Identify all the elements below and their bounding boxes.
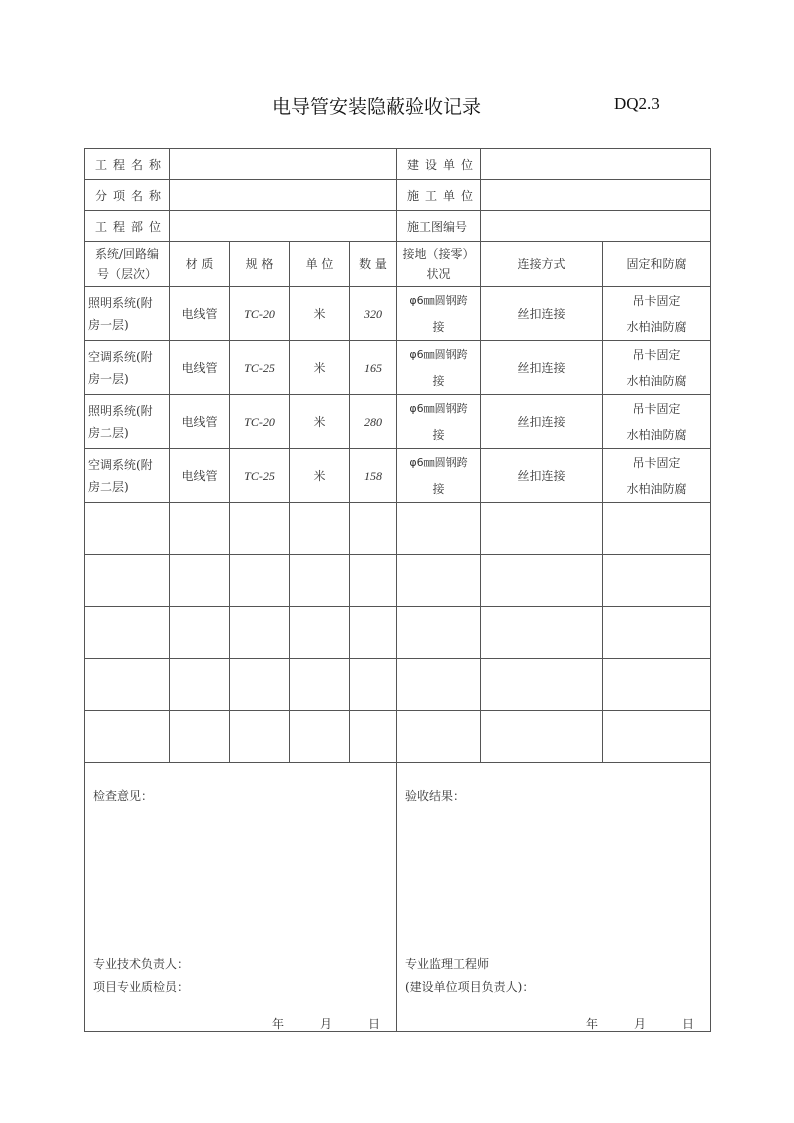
empty-table-row [85,607,711,659]
subitem-label: 分项名称 [85,180,170,211]
spec-cell: TC-20 [230,395,290,449]
form-code: DQ2.3 [614,94,660,113]
system-cell: 空调系统(附 房一层) [85,341,170,395]
supervisor-signature-label: 专业监理工程师 [405,957,490,971]
project-name-label: 工程名称 [85,149,170,180]
quantity-cell: 165 [350,341,397,395]
empty-cell[interactable] [397,711,481,763]
page-title: 电导管安装隐蔽验收记录 [272,96,482,118]
subitem-field[interactable] [170,180,397,211]
col-material: 材 质 [170,242,230,287]
info-row-subitem [85,180,711,211]
unit-cell: 米 [290,449,350,503]
spec-cell: TC-20 [230,287,290,341]
inspection-record-table [84,148,711,1032]
project-name-field[interactable] [170,149,397,180]
empty-cell[interactable] [170,607,230,659]
signoff-date-right: 年 月 日 [585,1017,694,1031]
empty-cell[interactable] [350,659,397,711]
empty-cell[interactable] [290,711,350,763]
column-header-row [85,242,711,287]
spec-cell: TC-25 [230,341,290,395]
system-cell: 照明系统(附 房二层) [85,395,170,449]
table-row [85,395,711,449]
empty-cell[interactable] [350,555,397,607]
inspection-opinion-label: 检查意见： [93,789,154,803]
document-header [0,92,794,122]
signoff-date-left: 年 月 日 [271,1017,380,1031]
empty-cell[interactable] [85,711,170,763]
empty-cell[interactable] [230,555,290,607]
signoff-row [85,763,711,1032]
connection-cell: 丝扣连接 [481,287,603,341]
drawing-no-label: 施工图编号 [397,211,481,242]
empty-cell[interactable] [230,607,290,659]
empty-cell[interactable] [397,555,481,607]
contractor-field[interactable] [481,180,711,211]
empty-cell[interactable] [350,607,397,659]
connection-cell: 丝扣连接 [481,449,603,503]
unit-cell: 米 [290,395,350,449]
col-unit: 单 位 [290,242,350,287]
empty-cell[interactable] [397,607,481,659]
builder-label: 建设单位 [397,149,481,180]
empty-cell[interactable] [481,503,603,555]
empty-table-row [85,555,711,607]
empty-table-row [85,711,711,763]
col-quantity: 数 量 [350,242,397,287]
empty-cell[interactable] [481,555,603,607]
empty-cell[interactable] [481,711,603,763]
acceptance-result-label: 验收结果： [405,789,466,803]
material-cell: 电线管 [170,449,230,503]
empty-cell[interactable] [230,503,290,555]
empty-cell[interactable] [290,555,350,607]
empty-cell[interactable] [170,711,230,763]
fixing-cell: 吊卡固定 水柏油防腐 [603,287,711,341]
system-cell: 照明系统(附 房一层) [85,287,170,341]
owner-rep-signature-label: (建设单位项目负责人)： [405,980,535,994]
grounding-cell: φ6㎜圆钢跨 接 [397,287,481,341]
empty-cell[interactable] [170,659,230,711]
fixing-cell: 吊卡固定 水柏油防腐 [603,449,711,503]
col-grounding: 接地（接零） 状况 [397,242,481,287]
fixing-cell: 吊卡固定 水柏油防腐 [603,341,711,395]
empty-cell[interactable] [603,555,711,607]
info-row-location [85,211,711,242]
location-field[interactable] [170,211,397,242]
tech-lead-signature-label: 专业技术负责人： [93,957,190,971]
empty-cell[interactable] [481,607,603,659]
grounding-cell: φ6㎜圆钢跨 接 [397,395,481,449]
unit-cell: 米 [290,341,350,395]
empty-table-row [85,659,711,711]
empty-cell[interactable] [230,659,290,711]
empty-cell[interactable] [85,607,170,659]
empty-cell[interactable] [603,659,711,711]
empty-cell[interactable] [230,711,290,763]
material-cell: 电线管 [170,341,230,395]
quantity-cell: 158 [350,449,397,503]
empty-cell[interactable] [603,607,711,659]
table-row [85,341,711,395]
empty-cell[interactable] [170,555,230,607]
empty-cell[interactable] [397,503,481,555]
empty-cell[interactable] [350,503,397,555]
system-cell: 空调系统(附 房二层) [85,449,170,503]
connection-cell: 丝扣连接 [481,395,603,449]
grounding-cell: φ6㎜圆钢跨 接 [397,449,481,503]
empty-cell[interactable] [85,659,170,711]
empty-cell[interactable] [397,659,481,711]
empty-cell[interactable] [603,503,711,555]
empty-cell[interactable] [603,711,711,763]
builder-field[interactable] [481,149,711,180]
connection-cell: 丝扣连接 [481,341,603,395]
quantity-cell: 280 [350,395,397,449]
empty-cell[interactable] [350,711,397,763]
drawing-no-field[interactable] [481,211,711,242]
material-cell: 电线管 [170,287,230,341]
acceptance-result-section[interactable] [397,763,711,1032]
col-spec: 规 格 [230,242,290,287]
empty-cell[interactable] [85,503,170,555]
fixing-cell: 吊卡固定 水柏油防腐 [603,395,711,449]
empty-cell[interactable] [290,659,350,711]
empty-cell[interactable] [85,555,170,607]
info-row-project [85,149,711,180]
empty-cell[interactable] [170,503,230,555]
empty-cell[interactable] [290,503,350,555]
qc-inspector-signature-label: 项目专业质检员： [93,980,190,994]
col-fixing: 固定和防腐 [603,242,711,287]
table-row [85,287,711,341]
grounding-cell: φ6㎜圆钢跨 接 [397,341,481,395]
inspection-opinion-section[interactable] [85,763,397,1032]
unit-cell: 米 [290,287,350,341]
quantity-cell: 320 [350,287,397,341]
spec-cell: TC-25 [230,449,290,503]
empty-cell[interactable] [290,607,350,659]
material-cell: 电线管 [170,395,230,449]
contractor-label: 施工单位 [397,180,481,211]
empty-cell[interactable] [481,659,603,711]
location-label: 工程部位 [85,211,170,242]
table-row [85,449,711,503]
empty-table-row [85,503,711,555]
col-connection: 连接方式 [481,242,603,287]
col-system: 系统/回路编 号（层次） [85,242,170,287]
